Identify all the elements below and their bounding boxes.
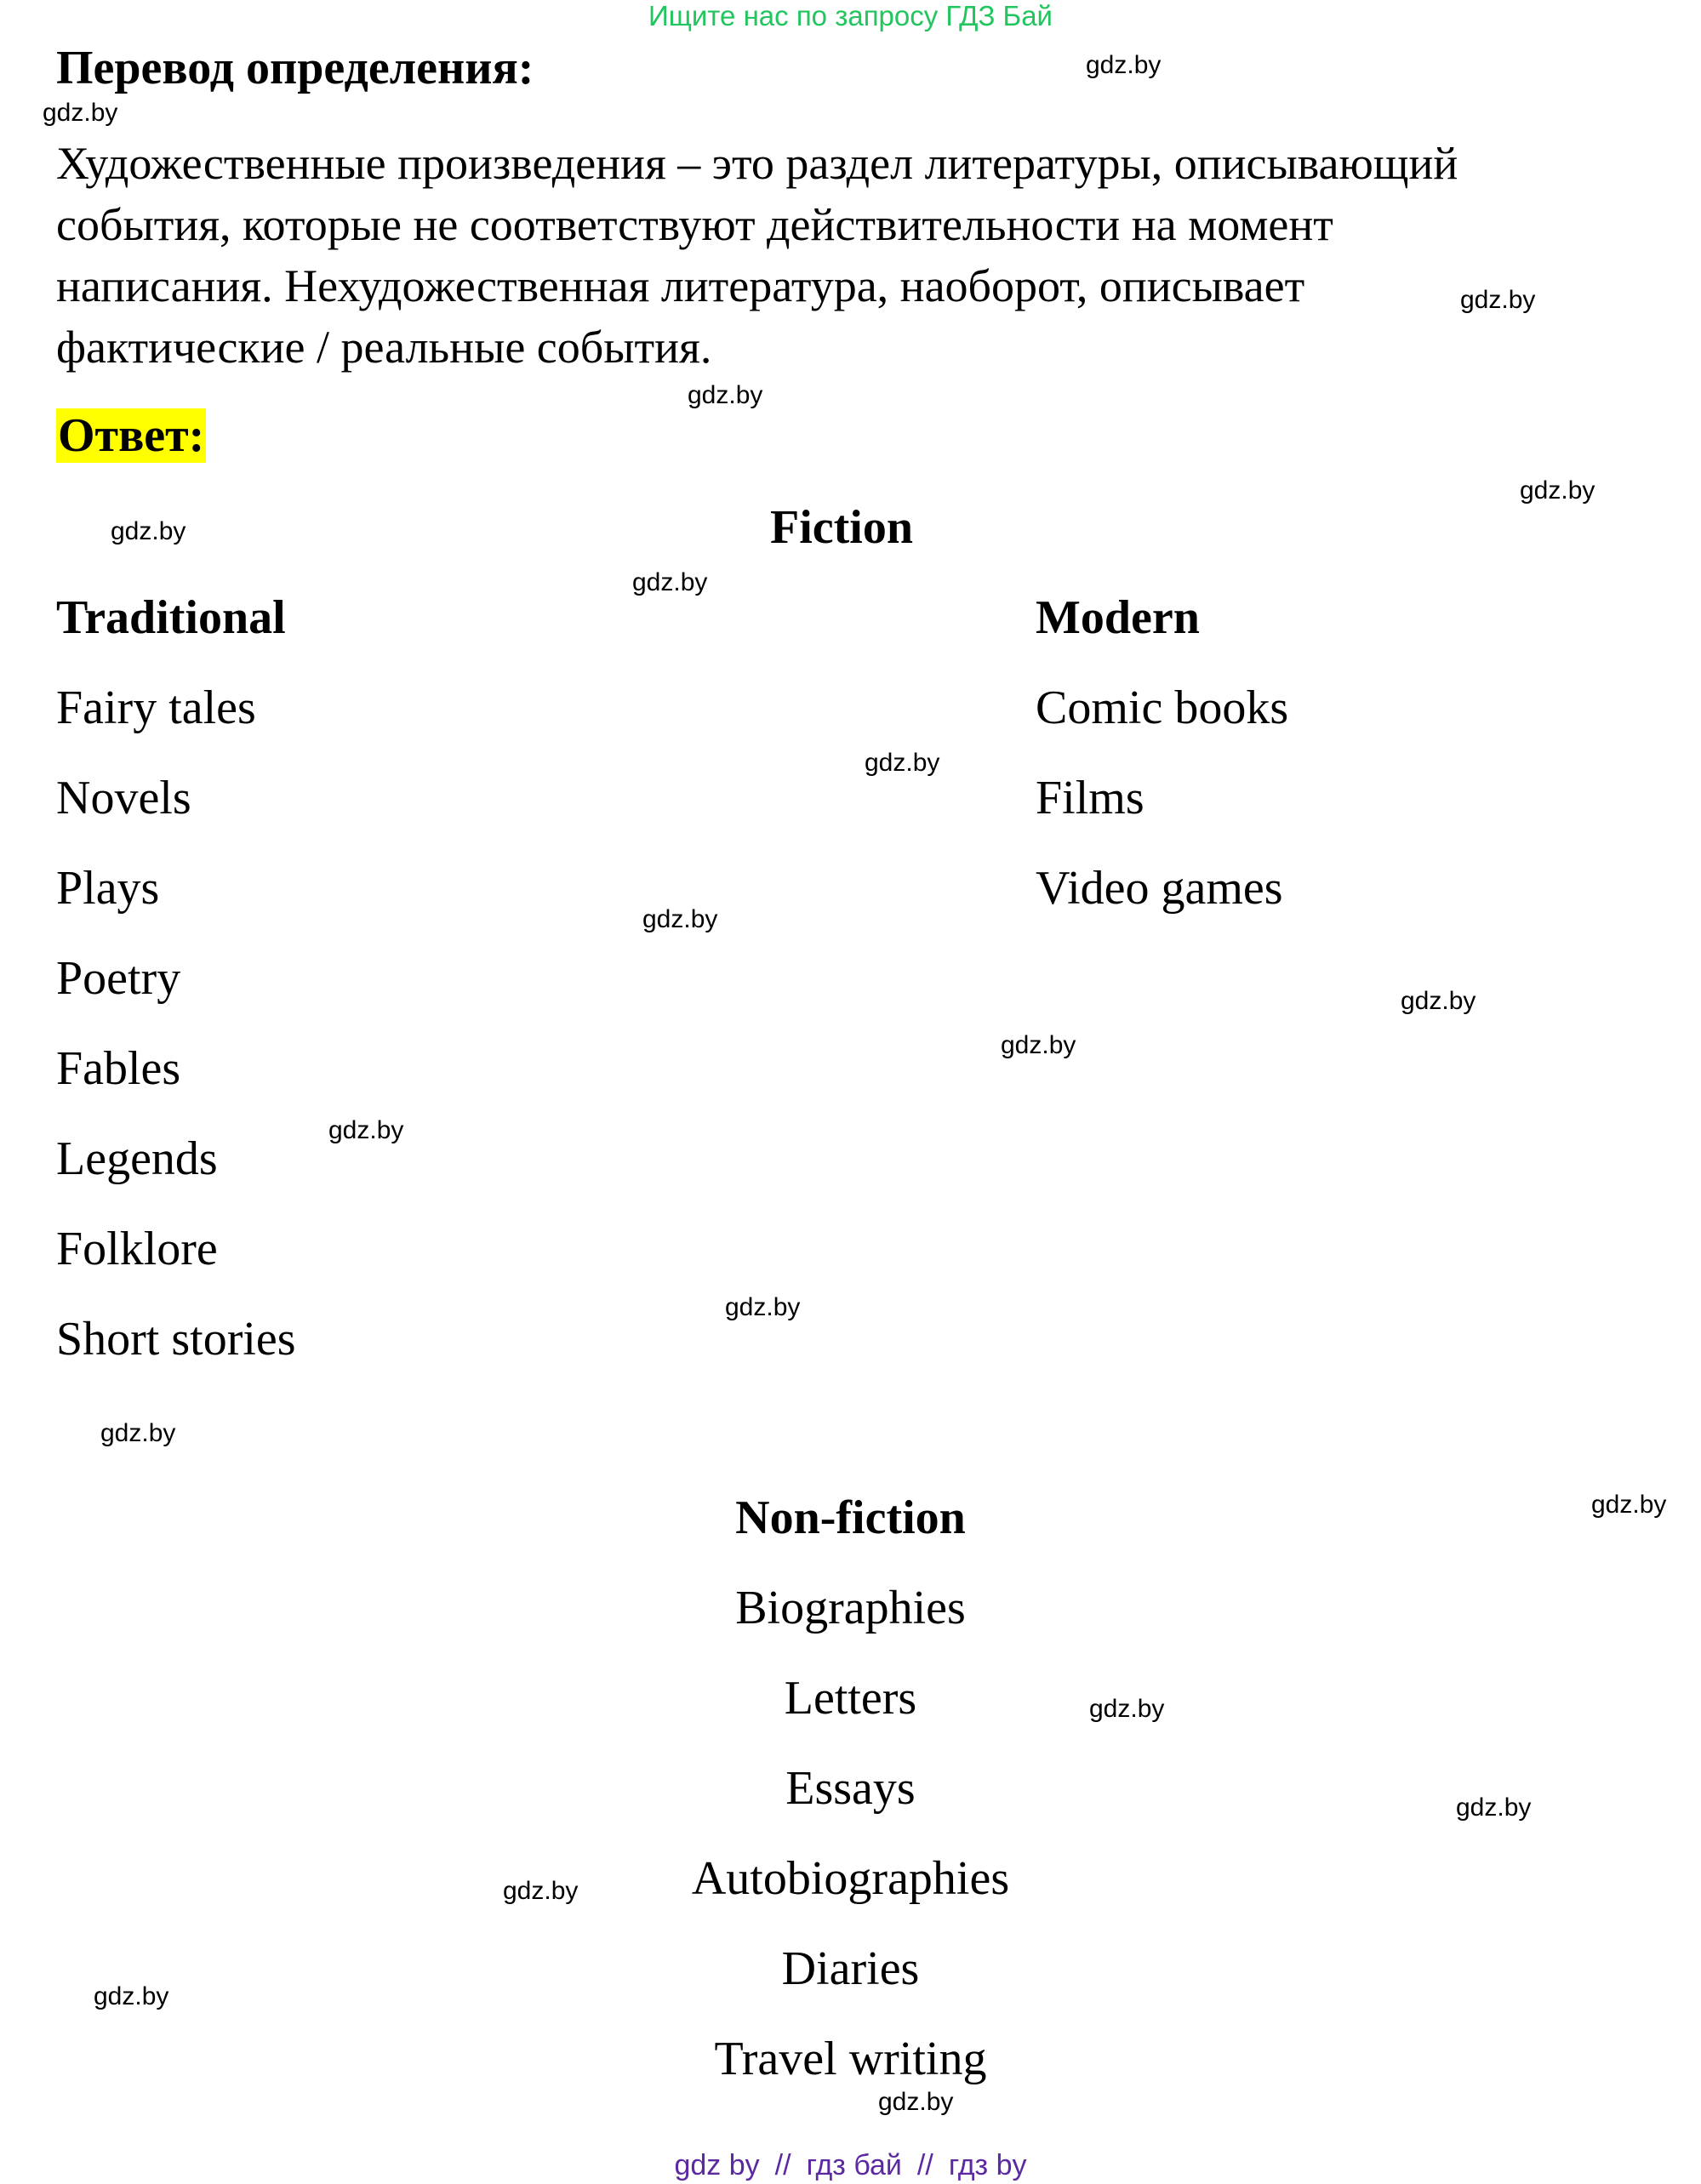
- watermark: gdz.by: [503, 1877, 579, 1905]
- watermark: gdz.by: [632, 568, 708, 596]
- modern-item: Comic books: [1036, 681, 1289, 734]
- traditional-item: Novels: [56, 772, 191, 824]
- traditional-item: Fairy tales: [56, 681, 256, 734]
- non-fiction-item: Letters: [784, 1672, 917, 1725]
- traditional-item: Plays: [56, 862, 160, 915]
- watermark: gdz.by: [1456, 1793, 1532, 1822]
- non-fiction-item: Autobiographies: [691, 1852, 1010, 1905]
- traditional-item: Poetry: [56, 952, 181, 1005]
- definition-text: [56, 133, 1656, 378]
- bottom-banner-link[interactable]: gdz by: [674, 2149, 760, 2181]
- watermark: gdz.by: [1520, 476, 1595, 505]
- watermark: gdz.by: [100, 1419, 176, 1447]
- watermark: gdz.by: [1089, 1695, 1165, 1723]
- non-fiction-item: Diaries: [781, 1942, 920, 1995]
- definition-line: Художественные произведения – это раздел литературы, описывающий: [56, 138, 1458, 189]
- traditional-item: Short stories: [56, 1313, 296, 1366]
- watermark: gdz.by: [94, 1982, 169, 2010]
- bottom-banner-link[interactable]: гдз by: [948, 2149, 1027, 2181]
- watermark: gdz.by: [1086, 51, 1162, 79]
- watermark: gdz.by: [1591, 1491, 1667, 1519]
- modern-heading: Modern: [1036, 591, 1200, 644]
- modern-item: Films: [1036, 772, 1144, 824]
- traditional-item: Folklore: [56, 1223, 218, 1275]
- top-banner-link[interactable]: Ищите нас по запросу ГДЗ Бай: [648, 0, 1053, 31]
- watermark: gdz.by: [1001, 1031, 1076, 1059]
- traditional-item: Fables: [56, 1042, 181, 1095]
- definition-line: фактические / реальные события.: [56, 322, 712, 373]
- non-fiction-item: Essays: [785, 1762, 916, 1815]
- watermark: gdz.by: [1460, 286, 1536, 314]
- watermark: gdz.by: [878, 2088, 954, 2116]
- watermark: gdz.by: [1401, 987, 1476, 1015]
- non-fiction-item: Travel writing: [714, 2033, 987, 2085]
- bottom-banner: [0, 2149, 1701, 2182]
- separator: //: [774, 2149, 791, 2181]
- fiction-heading: Fiction: [770, 501, 913, 554]
- watermark: gdz.by: [111, 517, 186, 545]
- traditional-item: Legends: [56, 1132, 218, 1185]
- non-fiction-heading: Non-fiction: [735, 1491, 966, 1544]
- definition-title: Перевод определения:: [56, 42, 534, 94]
- answer-label: Ответ:: [58, 409, 205, 462]
- definition-line: написания. Нехудожественная литература, наоборот, описывает: [56, 260, 1305, 311]
- separator: //: [916, 2149, 933, 2181]
- non-fiction-item: Biographies: [735, 1582, 966, 1634]
- watermark: gdz.by: [725, 1293, 801, 1321]
- watermark: gdz.by: [865, 749, 940, 777]
- watermark: gdz.by: [328, 1116, 404, 1144]
- watermark: gdz.by: [642, 905, 718, 933]
- watermark: gdz.by: [688, 381, 763, 409]
- traditional-heading: Traditional: [56, 591, 286, 644]
- bottom-banner-link[interactable]: гдз бай: [806, 2149, 902, 2181]
- definition-line: события, которые не соответствуют действительности на момент: [56, 199, 1333, 250]
- watermark: gdz.by: [43, 99, 118, 127]
- modern-item: Video games: [1036, 862, 1283, 915]
